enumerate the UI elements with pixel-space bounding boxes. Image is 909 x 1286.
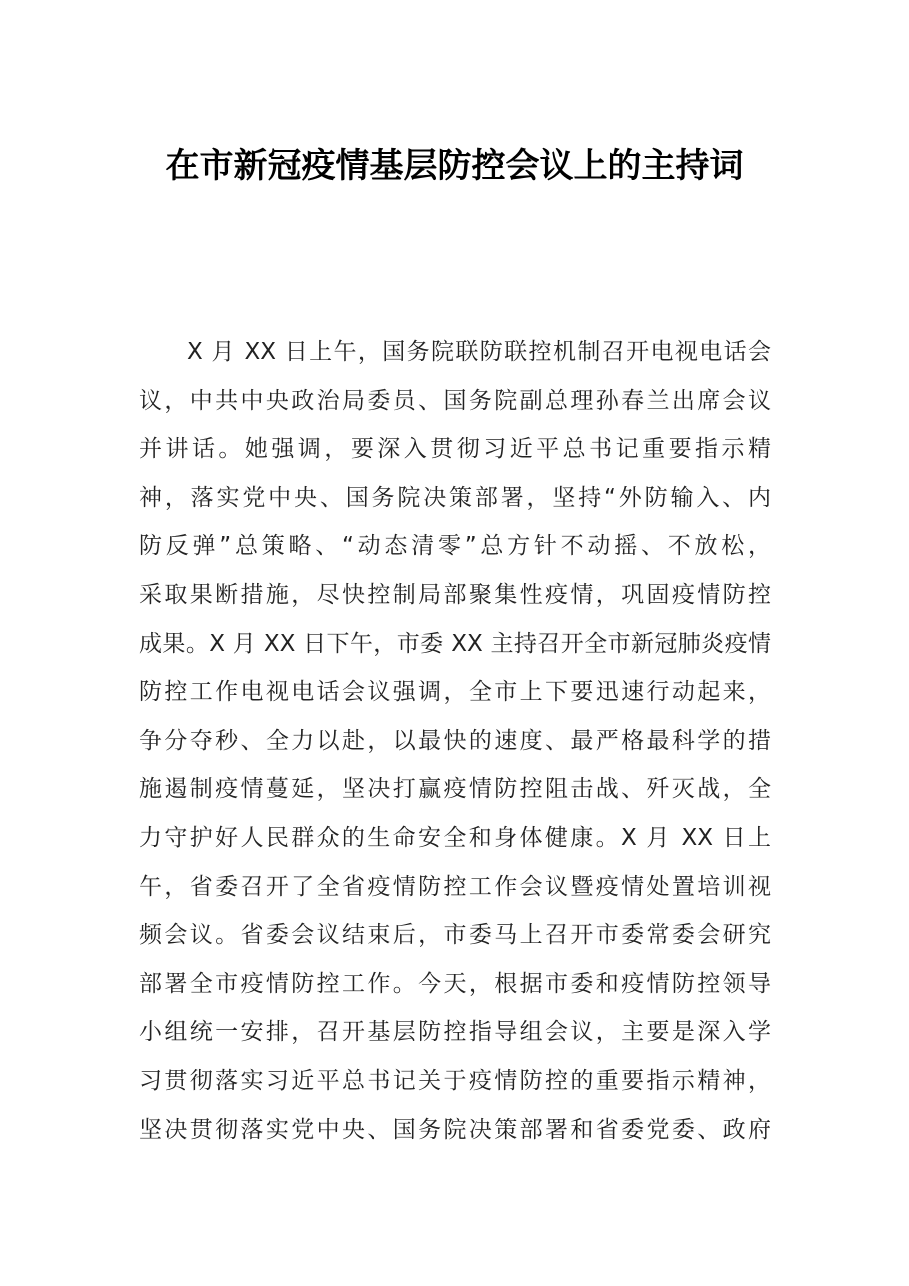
body-line: 力守护好人民群众的生命安全和身体健康。X 月 XX 日上: [139, 824, 771, 851]
document-title: 在市新冠疫情基层防控会议上的主持词: [165, 146, 744, 186]
body-line: 防控工作电视电话会议强调，全市上下要迅速行动起来，: [139, 679, 771, 706]
body-line: 神，落实党中央、国务院决策部署，坚持“外防输入、内: [139, 484, 771, 511]
body-line: 习贯彻落实习近平总书记关于疫情防控的重要指示精神，: [139, 1067, 771, 1094]
body-line: 部署全市疫情防控工作。今天，根据市委和疫情防控领导: [139, 970, 771, 997]
body-line: 防反弹”总策略、“动态清零”总方针不动摇、不放松，: [139, 533, 771, 560]
body-line: 施遏制疫情蔓延，坚决打赢疫情防控阻击战、歼灭战，全: [139, 776, 771, 803]
document-body: [139, 328, 771, 1154]
body-line: 争分夺秒、全力以赴，以最快的速度、最严格最科学的措: [139, 727, 771, 754]
body-line: 成果。X 月 XX 日下午，市委 XX 主持召开全市新冠肺炎疫情: [139, 630, 771, 657]
body-line: 采取果断措施，尽快控制局部聚集性疫情，巩固疫情防控: [139, 581, 771, 608]
body-line: 频会议。省委会议结束后，市委马上召开市委常委会研究: [139, 922, 771, 949]
body-line: 午，省委召开了全省疫情防控工作会议暨疫情处置培训视: [139, 873, 771, 900]
body-line: 小组统一安排，召开基层防控指导组会议，主要是深入学: [139, 1019, 771, 1046]
body-line: X 月 XX 日上午，国务院联防联控机制召开电视电话会: [187, 339, 771, 365]
body-line: 并讲话。她强调，要深入贯彻习近平总书记重要指示精: [139, 436, 771, 463]
body-line: 议，中共中央政治局委员、国务院副总理孙春兰出席会议: [139, 387, 771, 414]
body-line: 坚决贯彻落实党中央、国务院决策部署和省委党委、政府: [139, 1116, 771, 1143]
